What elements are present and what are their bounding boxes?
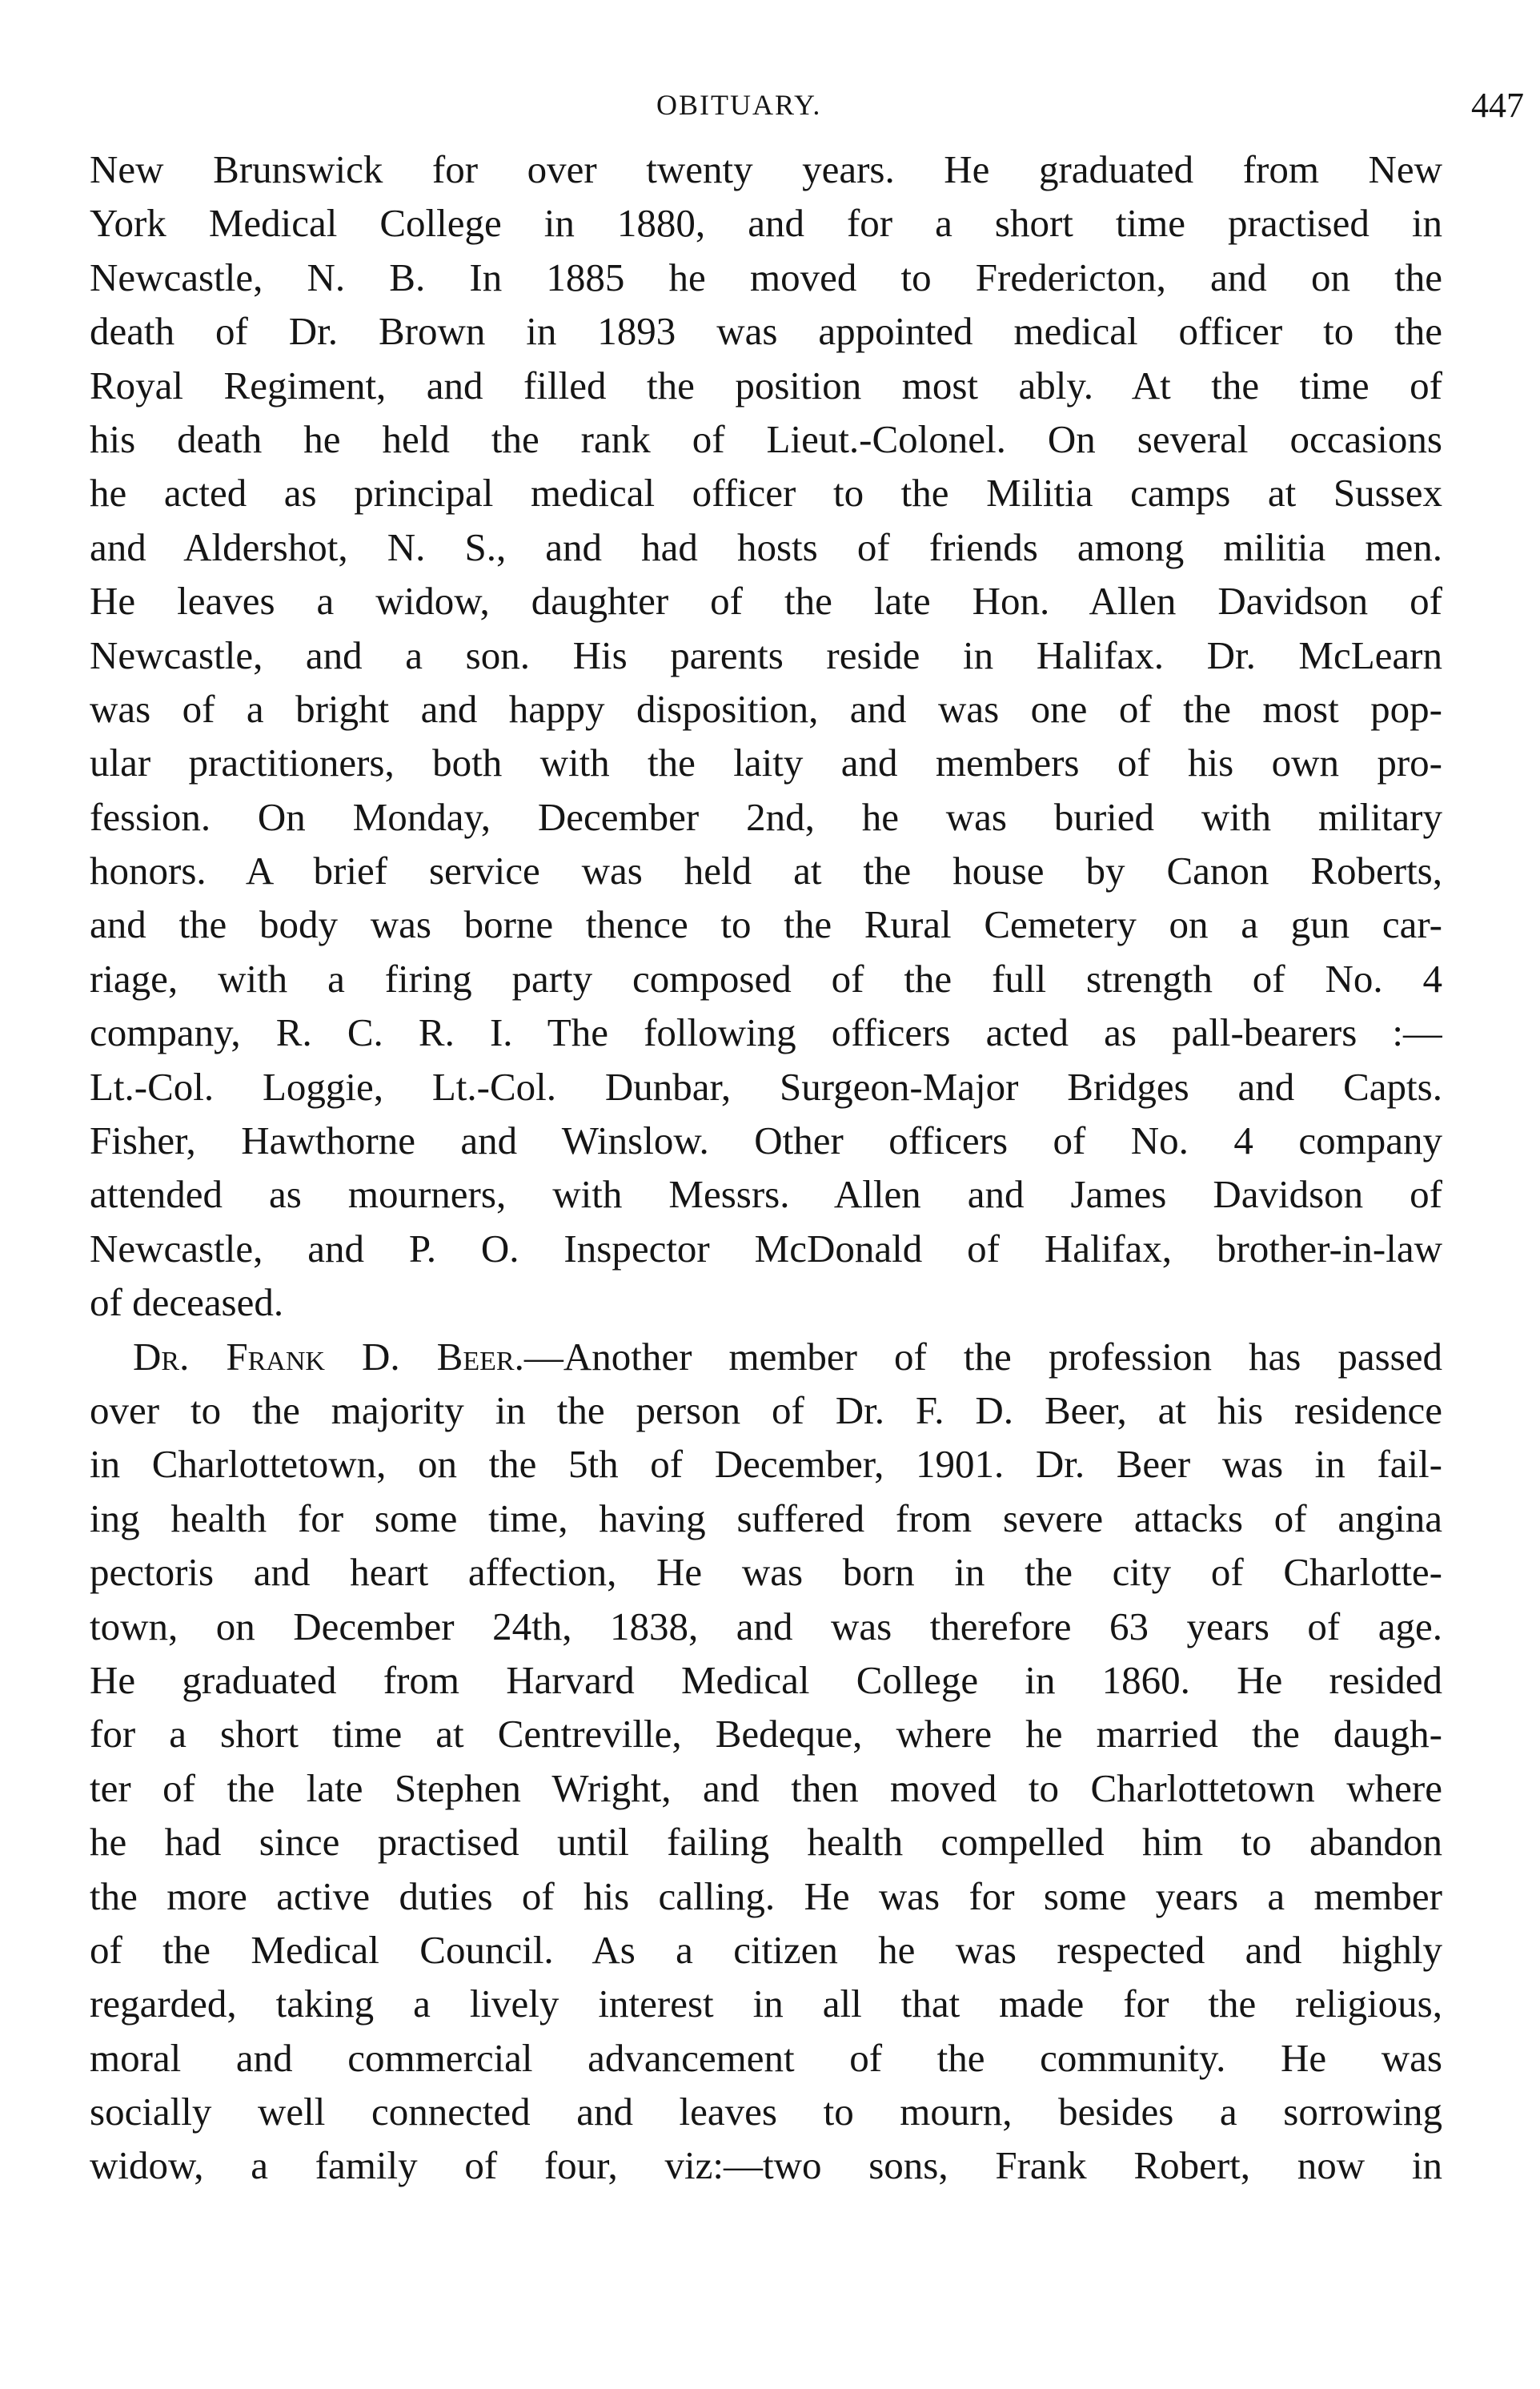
text-line: the more active duties of his calling. He was for some years a member [90, 1873, 1442, 1918]
text-line: moral and commercial advancement of the community. He was [90, 2035, 1442, 2080]
text-line: Newcastle, N. B. In 1885 he moved to Fredericton, and on the [90, 255, 1442, 299]
text-line [90, 1330, 1442, 1383]
text-line: and the body was borne thence to the Rural Cemetery on a gun car- [90, 902, 1442, 947]
body-text [90, 143, 1442, 2193]
text-line: and Aldershot, N. S., and had hosts of friends among militia men. [90, 524, 1442, 569]
text-line: for a short time at Centreville, Bedeque, where he married the daugh- [90, 1712, 1442, 1757]
text-line: town, on December 24th, 1838, and was therefore 63 years of age. [90, 1604, 1442, 1648]
text-line: Royal Regiment, and filled the position most ably. At the time of [90, 363, 1442, 408]
text-line: Fisher, Hawthorne and Winslow. Other officers of No. 4 company [90, 1118, 1442, 1163]
text-line: company, R. C. R. I. The following officers acted as pall-bearers :— [90, 1010, 1442, 1055]
text-line: fession. On Monday, December 2nd, he was buried with military [90, 794, 1442, 839]
running-head [0, 88, 1540, 136]
text-line: socially well connected and leaves to mourn, besides a sorrowing [90, 2090, 1442, 2134]
text-line: Newcastle, and P. O. Inspector McDonald of Halifax, brother-in-law [90, 1226, 1442, 1271]
text-line: Newcastle, and a son. His parents reside in Halifax. Dr. McLearn [90, 632, 1442, 677]
text-line: widow, a family of four, viz:—two sons, Frank Robert, now in [90, 2143, 1442, 2188]
text-line: over to the majority in the person of Dr. F. D. Beer, at his residence [90, 1387, 1442, 1432]
text-line: in Charlottetown, on the 5th of December, 1901. Dr. Beer was in fail- [90, 1442, 1442, 1487]
text-line: of the Medical Council. As a citizen he was respected and highly [90, 1927, 1442, 1972]
text-line: of deceased. [90, 1280, 284, 1325]
text-line: ing health for some time, having suffered from severe attacks of angina [90, 1496, 1442, 1540]
text-line: regarded, taking a lively interest in all that made for the religious, [90, 1981, 1442, 2026]
text-line: Lt.-Col. Loggie, Lt.-Col. Dunbar, Surgeon-Major Bridges and Capts. [90, 1064, 1442, 1109]
text-line: death of Dr. Brown in 1893 was appointed medical officer to the [90, 309, 1442, 354]
text-line: he acted as principal medical officer to the Militia camps at Sussex [90, 471, 1442, 516]
page-number: 447 [1471, 86, 1524, 125]
text-line: New Brunswick for over twenty years. He graduated from New [90, 147, 1442, 191]
text-line: his death he held the rank of Lieut.-Colonel. On several occasions [90, 416, 1442, 461]
running-title: OBITUARY. [656, 89, 822, 121]
text-line: attended as mourners, with Messrs. Allen and James Davidson of [90, 1172, 1442, 1217]
text-line: York Medical College in 1880, and for a short time practised in [90, 201, 1442, 246]
text-run: —Another member of the profession has passed [523, 1334, 1442, 1379]
text-line: He leaves a widow, daughter of the late Hon. Allen Davidson of [90, 579, 1442, 624]
text-line: pectoris and heart affection, He was born in the city of Charlotte- [90, 1550, 1442, 1595]
text-line: riage, with a firing party composed of the full strength of No. 4 [90, 956, 1442, 1001]
text-line: he had since practised until failing health compelled him to abandon [90, 1820, 1442, 1865]
text-line: ular practitioners, both with the laity and members of his own pro- [90, 741, 1442, 785]
obituary-heading-name: Dr. Frank D. Beer. [133, 1334, 524, 1379]
text-line: He graduated from Harvard Medical College in 1860. He resided [90, 1657, 1442, 1702]
text-line: ter of the late Stephen Wright, and then moved to Charlottetown where [90, 1765, 1442, 1810]
text-line: honors. A brief service was held at the house by Canon Roberts, [90, 849, 1442, 893]
text-line: was of a bright and happy disposition, and was one of the most pop- [90, 686, 1442, 731]
